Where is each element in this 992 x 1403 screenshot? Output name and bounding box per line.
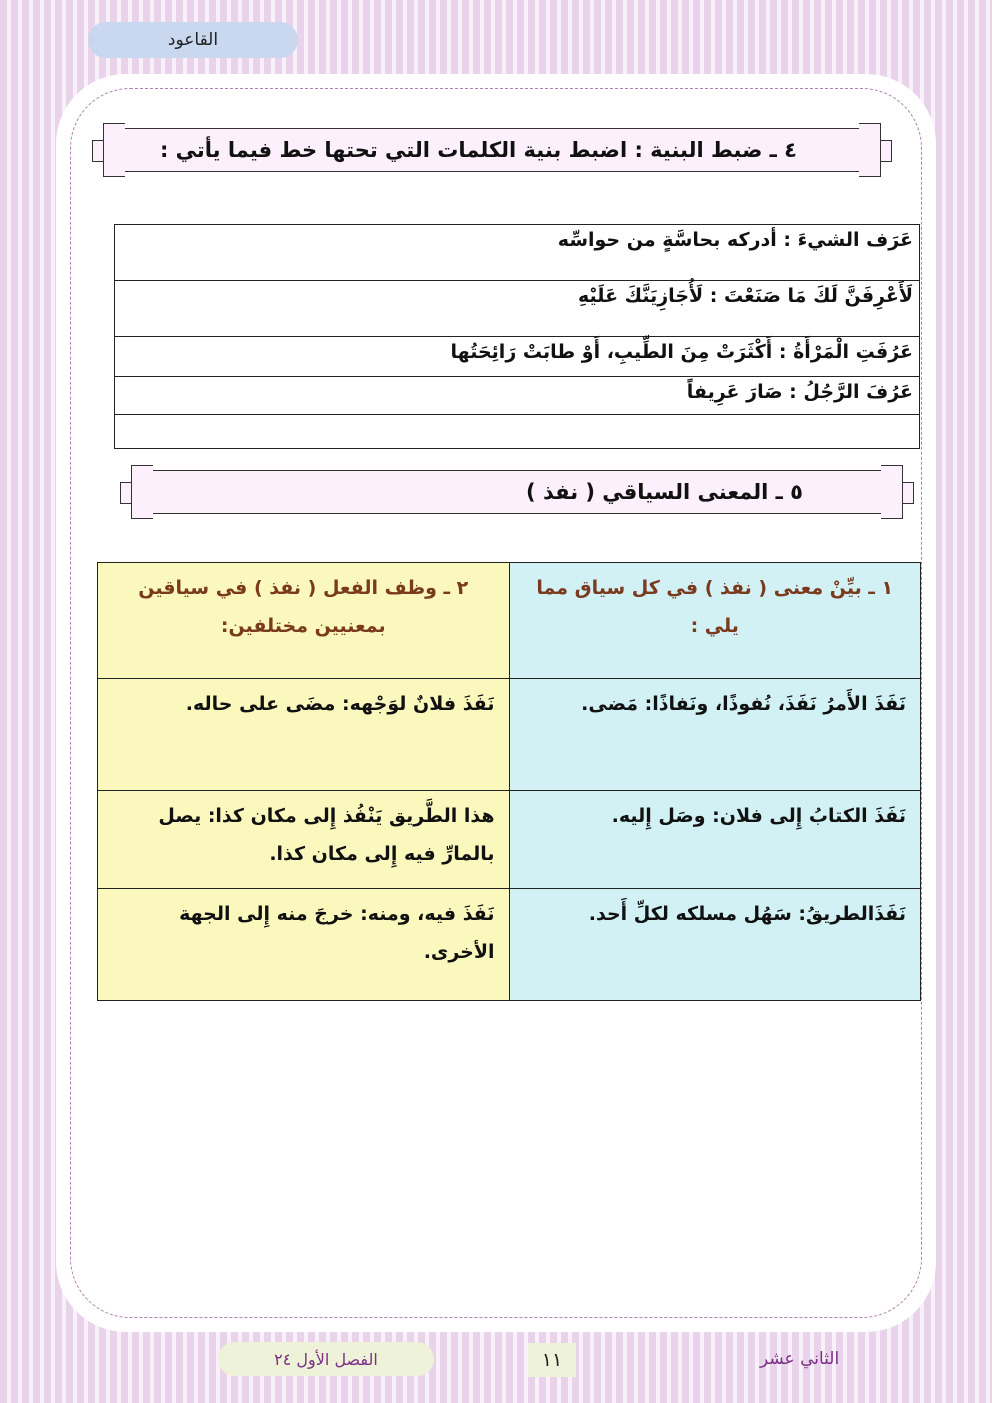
table-row <box>115 377 920 415</box>
table-row <box>115 281 920 337</box>
author-tab <box>88 22 298 58</box>
table-header-row <box>98 563 921 679</box>
table-cell: عَرُفَتِ الْمَرْأَةُ : أَكْثَرَتْ مِنَ الطِّيبِ، أَوْ طابَتْ رَائِحَتُها <box>115 337 920 377</box>
meaning-cell: نَفَذَالطريقُ: سَهُل مسلكه لكلِّ أَحد. <box>509 889 921 1001</box>
author-name: القاعود <box>167 30 219 50</box>
table-row <box>98 679 921 791</box>
usage-cell: نَفَذَ فلانٌ لوَجْهه: مضَى على حاله. <box>98 679 510 791</box>
table-row <box>115 337 920 377</box>
banner-ornament-left <box>131 465 153 519</box>
usage-cell: هذا الطَّريق يَنْفُذ إِلى مكان كذا: يصل بالمارِّ فيه إِلى مكان كذا. <box>98 791 510 889</box>
meaning-cell: نَفَذَ الكتابُ إِلى فلان: وصَل إِليه. <box>509 791 921 889</box>
table-cell: لَأَعْرِفَنَّ لَكَ مَا صَنَعْتَ : لَأُجَازِيَنَّكَ عَلَيْهِ <box>115 281 920 337</box>
term-label <box>218 1342 434 1376</box>
column1-header: ١ ـ بيِّنْ معنى ( نفذ ) في كل سياق مما يلي : <box>509 563 921 679</box>
banner-ornament-right <box>881 465 903 519</box>
meaning-cell: نَفَذَ الأَمرُ نَفَذَ، نُفوذًا، ونَفاذًا: مَضى. <box>509 679 921 791</box>
page-number <box>528 1343 576 1377</box>
section5-table <box>97 562 921 1001</box>
table-cell: عَرَف الشيءَ : أدركه بحاسَّةٍ من حواسِّه <box>115 225 920 281</box>
section5-title: ٥ ـ المعنى السياقي ( نفذ ) <box>526 480 803 504</box>
usage-cell: نَفَذَ فيه، ومنه: خرجَ منه إِلى الجهة الأخرى. <box>98 889 510 1001</box>
section4-title: ٤ ـ ضبط البنية : اضبط بنية الكلمات التي تحتها خط فيما يأتي : <box>159 138 797 162</box>
page-number-text: ١١ <box>541 1349 563 1371</box>
table-row <box>98 791 921 889</box>
column2-header: ٢ ـ وظف الفعل ( نفذ ) في سياقين بمعنيين مختلفين: <box>98 563 510 679</box>
table-cell <box>115 415 920 449</box>
table-cell: عَرُفَ الرَّجُلُ : صَارَ عَرِيفاً <box>115 377 920 415</box>
section4-banner <box>124 128 860 172</box>
banner-ornament-right <box>859 123 881 177</box>
term-text: الفصل الأول ٢٤ <box>274 1349 378 1369</box>
grade-label <box>760 1345 860 1373</box>
banner-ornament-left <box>103 123 125 177</box>
grade-text: الثاني عشر <box>760 1349 840 1369</box>
table-row <box>98 889 921 1001</box>
table-row <box>115 415 920 449</box>
table-row <box>115 225 920 281</box>
section5-banner <box>152 470 882 514</box>
section4-table <box>114 224 920 449</box>
